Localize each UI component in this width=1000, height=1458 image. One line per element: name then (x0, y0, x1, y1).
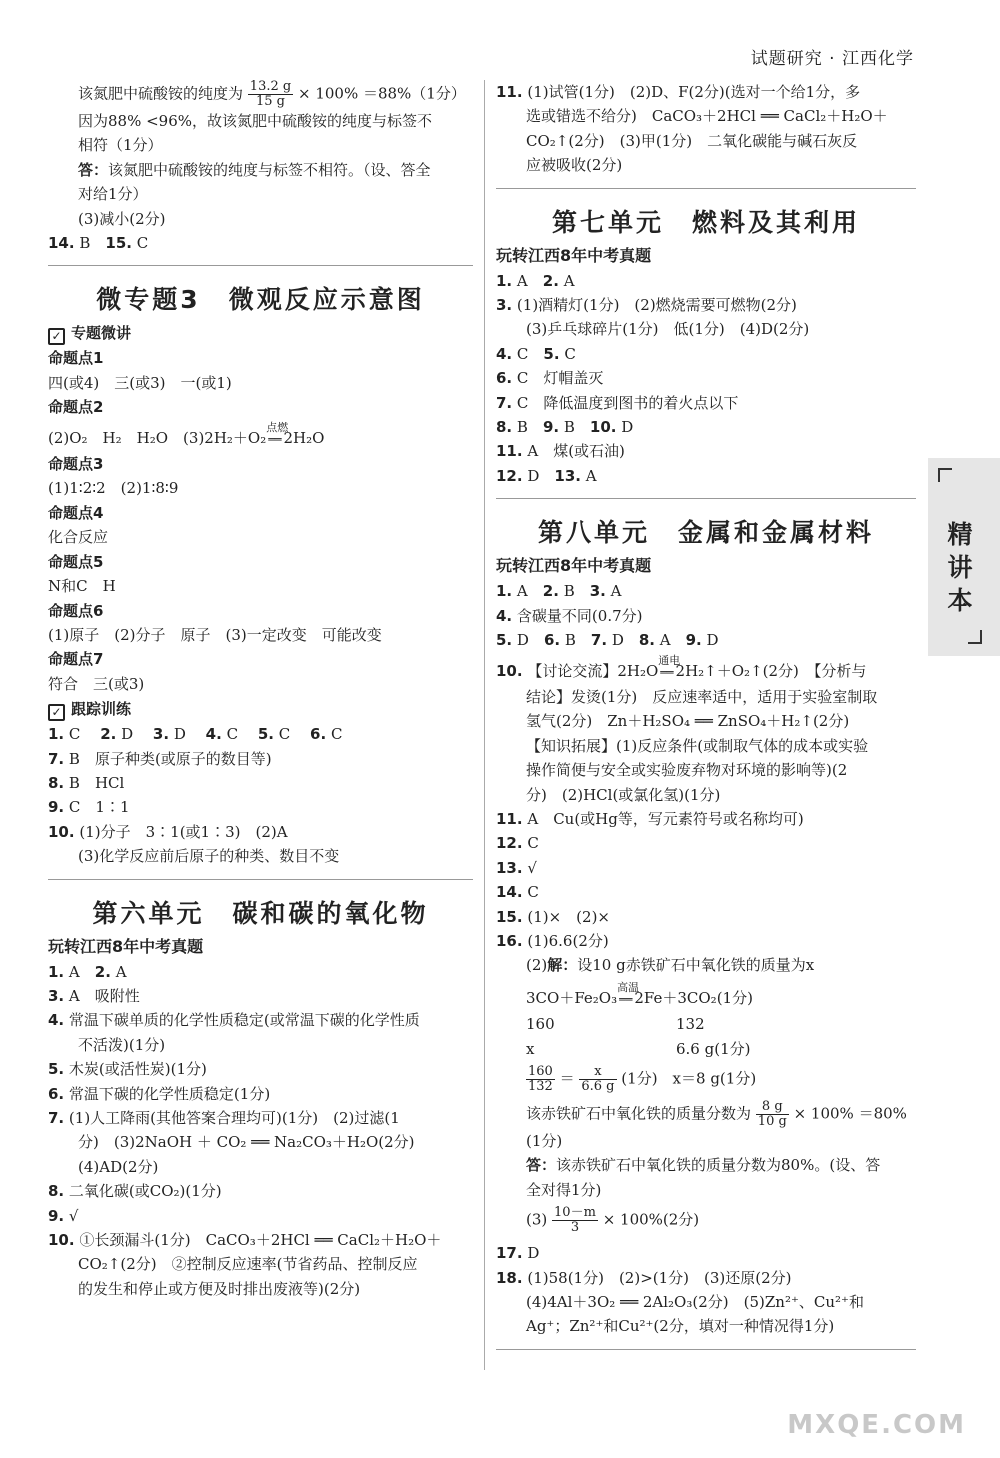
question-number: 5. (257, 725, 274, 744)
answer-line: 分) (3)2NaOH ＋ CO₂ ══ Na₂CO₃＋H₂O(2分) (78, 1133, 415, 1152)
answer: C (330, 725, 343, 744)
text-line: (3)减小(2分) (78, 209, 166, 228)
answer: D (527, 466, 555, 485)
answer: C (527, 883, 539, 902)
answer: B (563, 582, 590, 601)
answer-line (496, 905, 916, 929)
answer-line (496, 342, 916, 366)
section-divider (48, 879, 473, 880)
equation-line (496, 980, 916, 1012)
answer: C (564, 344, 576, 363)
question-number: 1. (496, 582, 513, 601)
bracket-icon (938, 468, 952, 482)
question-number: 7. (48, 1109, 65, 1127)
question-number: 12. (496, 466, 523, 485)
answer: C 灯帽盖灭 (516, 369, 604, 388)
text: 2H₂↑＋O₂↑(2分) 【分析与 (675, 661, 867, 680)
answer: C (516, 344, 544, 363)
answer-line (48, 1008, 473, 1032)
answer-line (496, 653, 916, 685)
answer-line: 【知识拓展】(1)反应条件(或制取气体的成本或实验 (526, 736, 869, 755)
text-line: (1分) (526, 1132, 563, 1150)
question-number: 6. (496, 369, 513, 388)
fraction-denominator: 10 g (757, 1114, 787, 1129)
answer: (1)58(1分) (2)>(1分) (3)还原(2分) (527, 1268, 792, 1287)
page-header: 试题研究 · 江西化学 (750, 49, 914, 69)
question-number: 8. (496, 418, 513, 437)
question-number: 16. (496, 931, 523, 950)
fraction-numerator: 13.2 g (249, 79, 292, 94)
question-number: 7. (48, 749, 65, 768)
question-number: 2. (94, 962, 111, 981)
answer-line (48, 795, 473, 819)
answer-line (496, 604, 916, 628)
answer: B (564, 631, 591, 650)
side-tab-char: 精 (947, 520, 973, 549)
question-number: 3. (496, 296, 513, 315)
ratio-line (496, 1037, 916, 1061)
question-number: 6. (48, 1084, 65, 1103)
answer-line (496, 880, 916, 904)
subsection-heading (48, 320, 473, 346)
answer: B HCl (68, 773, 125, 792)
question-number: 4. (205, 725, 222, 744)
answer-line: 结论】发烫(1分) 反应速率适中，适用于实验室制取 (526, 687, 878, 706)
text: 2Fe＋3CO₂(1分) (634, 988, 753, 1007)
side-tab-char: 讲 (947, 553, 973, 582)
point-answer: (1)原子 (2)分子 原子 (3)一定改变 可能改变 (48, 625, 382, 644)
answer: D (527, 1244, 540, 1263)
answer: A (516, 271, 543, 290)
subsection-heading (48, 696, 473, 722)
section-title: 第八单元 金属和金属材料 (537, 518, 874, 548)
point-answer: 符合 三(或3) (48, 674, 145, 693)
answer-line (48, 984, 473, 1008)
text: 该氮肥中硫酸铵的纯度与标签不相符。（设、答全 (108, 160, 431, 179)
answer-line (496, 464, 916, 488)
answer: A 煤(或石油) (527, 442, 625, 461)
text: x (526, 1039, 535, 1058)
answer-line (48, 771, 473, 795)
point-heading: 命题点4 (48, 503, 104, 522)
question-number: 14. (48, 234, 75, 253)
question-number: 7. (496, 393, 513, 412)
answer: A 吸附性 (68, 986, 140, 1005)
question-number: 10. (48, 822, 75, 841)
answer: B 原子种类(或原子的数目等) (68, 749, 272, 768)
fraction-denominator: 15 g (256, 94, 285, 109)
answer-line (496, 1153, 916, 1177)
question-number: 2. (542, 271, 559, 290)
question-number: 13. (496, 858, 523, 877)
answer-line: (3)乒乓球碎片(1分) 低(1分) (4)D(2分) (526, 320, 810, 339)
proportion-line: $\frac{160}{132}$ ＝ $\frac{x}{6.6 g}$ (1分) x＝8 g(1分) (528, 1064, 757, 1094)
question-number: 3. (48, 986, 65, 1005)
answer-label: 答： (78, 160, 109, 179)
fraction-numerator: 10－m (554, 1205, 596, 1221)
text: 2H₂O (283, 428, 325, 447)
answer-line (48, 1228, 473, 1252)
reaction-condition: 点燃 ══ (266, 428, 283, 452)
answer: A (68, 962, 95, 981)
answer: (1)6.6(2分) (527, 931, 609, 950)
section-divider (496, 498, 916, 499)
answer: (1)× (2)× (527, 907, 610, 926)
section-divider (496, 188, 916, 189)
answer: C (68, 725, 96, 744)
answer-line: CO₂↑(2分) (3)甲(1分) 二氧化碳能与碱石灰反 (526, 131, 858, 150)
answer-line: 选或错选不给分) CaCO₃＋2HCl ══ CaCl₂＋H₂O＋ (526, 107, 888, 126)
point-answer: 化合反应 (48, 528, 109, 547)
answer-line (496, 415, 916, 439)
text: 该赤铁矿石中氧化铁的质量分数为80%。(设、答 (556, 1156, 881, 1175)
question-number: 5. (496, 631, 513, 650)
answer-line (48, 1106, 473, 1130)
answer-line (496, 1241, 916, 1265)
answer-label: 答： (526, 1156, 557, 1175)
side-tab-label (940, 518, 980, 617)
text: × 100% ＝80% (793, 1104, 907, 1123)
text-line: 相符（1分） (78, 136, 163, 155)
answer: D (706, 631, 719, 650)
question-number: 10. (496, 661, 523, 680)
text-line: 对给1分） (78, 185, 148, 204)
question-number: 11. (496, 809, 523, 828)
fraction-denominator: 6.6 g (581, 1079, 615, 1094)
answer: B (79, 234, 91, 253)
subsection-heading: 玩转江西8年中考真题 (496, 556, 652, 576)
point-answer: 四(或4) 三(或3) 一(或1) (48, 373, 232, 392)
answer: 木炭(或活性炭)(1分) (68, 1060, 207, 1079)
column-divider (484, 80, 485, 1370)
point-heading: 命题点7 (48, 650, 104, 669)
answer: A (610, 582, 622, 601)
answer-line: 不活泼)(1分) (78, 1035, 166, 1054)
answer: (1)酒精灯(1分) (2)燃烧需要可燃物(2分) (516, 296, 797, 315)
answer-line: CO₂↑(2分) ②控制反应速率(节省药品、控制反应 (78, 1255, 418, 1274)
question-number: 12. (496, 834, 523, 853)
answer-line (496, 391, 916, 415)
question-number: 7. (590, 631, 608, 650)
answer: (1)人工降雨(其他答案合理均可)(1分) (2)过滤(1 (68, 1109, 400, 1127)
checkbox-icon: ✓ (48, 704, 65, 721)
answer-line (48, 158, 473, 182)
question-number: 4. (496, 606, 513, 625)
question-number: 10. (48, 1231, 75, 1250)
point-heading: 命题点2 (48, 398, 104, 417)
reaction-condition: 通电 ══ (658, 661, 675, 685)
question-number: 8. (48, 773, 65, 792)
question-number: 15. (105, 234, 132, 253)
answer: C (278, 725, 306, 744)
answer-line: (4)AD(2分) (78, 1157, 159, 1176)
fraction-denominator: 3 (570, 1220, 580, 1236)
answer: A (115, 962, 127, 981)
answer-line: 操作简便与安全或实验废弃物对环境的影响等)(2 (526, 761, 848, 780)
question-number: 11. (496, 442, 523, 461)
answer-line (496, 628, 916, 652)
answer: √ (527, 858, 537, 877)
answer-line (48, 231, 473, 255)
fraction (526, 1065, 555, 1094)
checkbox-icon: ✓ (48, 328, 65, 345)
answer: (1)分子 3∶1(或1∶3) (2)A (79, 822, 288, 841)
answer-line (496, 366, 916, 390)
question-number: 9. (48, 1206, 65, 1225)
point-heading: 命题点3 (48, 455, 104, 474)
answer: 常温下碳单质的化学性质稳定(或常温下碳的化学性质 (68, 1011, 420, 1030)
left-column (48, 80, 473, 1301)
fraction (756, 1100, 789, 1129)
point-heading: 命题点1 (48, 349, 104, 368)
answer-line (496, 831, 916, 855)
text: 该氮肥中硫酸铵的纯度为 (78, 84, 244, 103)
answer: D (121, 725, 149, 744)
answer-line: (4)4Al＋3O₂ ══ 2Al₂O₃(2分) (5)Zn²⁺、Cu²⁺和 (526, 1293, 864, 1312)
percentage-line (496, 1100, 916, 1129)
answer-line (496, 856, 916, 880)
answer: C 1∶1 (68, 798, 130, 817)
fraction-numerator: 160 (528, 1064, 553, 1079)
fraction-numerator: x (579, 1065, 616, 1080)
answer-line (496, 80, 916, 104)
fraction (579, 1065, 616, 1094)
subsection-heading: 玩转江西8年中考真题 (496, 245, 652, 265)
side-tab-char: 本 (947, 586, 973, 615)
answer: D (611, 631, 639, 650)
text: (2) (526, 956, 548, 975)
fraction (552, 1206, 598, 1235)
answer-line (48, 1179, 473, 1203)
question-number: 15. (496, 907, 523, 926)
answer-line (48, 722, 473, 746)
section-title: 第七单元 燃料及其利用 (551, 207, 860, 237)
question-number: 9. (542, 418, 560, 437)
question-number: 1. (48, 962, 65, 981)
answer: A Cu(或Hg等，写元素符号或名称均可) (527, 809, 804, 828)
text: 3CO＋Fe₂O₃ (526, 988, 618, 1007)
answer: D (173, 725, 201, 744)
ratio-line (496, 1012, 916, 1036)
text: (1分) x＝8 g(1分) (621, 1069, 757, 1088)
formula-line (496, 1206, 916, 1235)
answer-line (48, 1082, 473, 1106)
section-title: 微专题3 微观反应示意图 (96, 285, 425, 315)
answer: √ (68, 1206, 79, 1225)
answer-line (48, 1204, 473, 1228)
answer-line: 的发生和停止或方便及时排出废液等)(2分) (78, 1279, 361, 1298)
question-number: 1. (48, 725, 65, 744)
point-answer (48, 420, 473, 452)
question-number: 5. (543, 344, 560, 363)
answer-line (496, 807, 916, 831)
text-line: 全对得1分) (526, 1180, 602, 1199)
question-number: 10. (589, 418, 617, 437)
question-number: 4. (496, 344, 513, 363)
point-heading: 命题点6 (48, 601, 104, 620)
answer: C (527, 834, 539, 853)
point-heading: 命题点5 (48, 552, 104, 571)
answer: 二氧化碳(或CO₂)(1分) (68, 1182, 222, 1201)
answer: ①长颈漏斗(1分) CaCO₃＋2HCl ══ CaCl₂＋H₂O＋ (79, 1231, 442, 1250)
answer-line (496, 439, 916, 463)
answer: (1)试管(1分) (2)D、F(2分)(选对一个给1分，多 (527, 83, 861, 101)
fraction-numerator: 8 g (756, 1100, 789, 1115)
answer-line (496, 579, 916, 603)
condition-label: 点燃 (266, 420, 289, 434)
question-number: 6. (543, 631, 561, 650)
answer-line (496, 293, 916, 317)
answer: C (226, 725, 254, 744)
point-answer: N和C H (48, 577, 116, 596)
answer: 含碳量不同(0.7分) (516, 606, 643, 625)
text: 设10 g赤铁矿石中氧化铁的质量为x (577, 956, 815, 975)
solution-line (496, 953, 916, 977)
answer-line: 氢气(2分) Zn＋H₂SO₄ ══ ZnSO₄＋H₂↑(2分) (526, 712, 850, 731)
question-number: 3. (589, 582, 606, 601)
answer: D (516, 631, 544, 650)
answer-line (48, 820, 473, 844)
side-tab (928, 458, 1000, 656)
answer: C (136, 234, 149, 253)
answer-line (48, 747, 473, 771)
question-number: 1. (496, 271, 513, 290)
question-number: 9. (48, 798, 65, 817)
fraction (248, 80, 293, 109)
answer-line (496, 929, 916, 953)
answer: A (516, 582, 543, 601)
text: 专题微讲 (71, 324, 132, 343)
question-number: 5. (48, 1060, 65, 1079)
question-number: 11. (496, 83, 523, 101)
question-number: 8. (638, 631, 655, 650)
answer: B (516, 418, 543, 437)
answer-line (496, 269, 916, 293)
question-number: 14. (496, 883, 523, 902)
condition-label: 通电 (658, 653, 681, 667)
subsection-heading: 玩转江西8年中考真题 (48, 936, 204, 956)
section-divider (48, 265, 473, 266)
fraction-denominator: 132 (528, 1079, 553, 1094)
text: 【讨论交流】2H₂O (527, 661, 659, 680)
text-line: 因为88% <96%，故该氮肥中硫酸铵的纯度与标签不 (78, 112, 433, 130)
answer-line: 分) (2)HCl(或氯化氢)(1分) (526, 785, 721, 804)
text: × 100%(2分) (602, 1210, 700, 1229)
point-answer: (1)1∶2∶2 (2)1∶8∶9 (48, 479, 179, 498)
question-number: 17. (496, 1244, 523, 1263)
answer-line: Ag⁺；Zn²⁺和Cu²⁺(2分，填对一种情况得1分) (526, 1317, 835, 1336)
text: 160 (526, 1015, 555, 1034)
answer: A (585, 466, 597, 485)
text: 6.6 g(1分) (676, 1039, 751, 1058)
answer: A (659, 631, 686, 650)
answer-line: 应被吸收(2分) (526, 156, 623, 175)
answer: C 降低温度到图书的着火点以下 (516, 393, 739, 412)
question-number: 6. (310, 725, 327, 744)
text: 跟踪训练 (71, 700, 132, 719)
watermark: MXQE.COM (787, 1410, 966, 1440)
answer: B (563, 418, 590, 437)
text: × 100% ＝88%（1分） (297, 84, 466, 103)
question-number: 4. (48, 1011, 65, 1030)
answer: 常温下碳的化学性质稳定(1分) (68, 1084, 271, 1103)
question-number: 8. (48, 1182, 65, 1201)
text: (2)O₂ H₂ H₂O (3)2H₂＋O₂ (48, 428, 267, 447)
answer-line (496, 1266, 916, 1290)
question-number: 18. (496, 1268, 523, 1287)
question-number: 2. (542, 582, 559, 601)
bracket-icon (968, 630, 982, 644)
text: 132 (676, 1015, 705, 1034)
answer-line: (3)化学反应前后原子的种类、数目不变 (78, 847, 340, 866)
question-number: 9. (685, 631, 702, 650)
text: (3) (526, 1210, 548, 1229)
reaction-condition: 高温 ══ (617, 988, 634, 1012)
right-column (496, 80, 916, 1364)
answer-line (48, 960, 473, 984)
text: 该赤铁矿石中氧化铁的质量分数为 (526, 1104, 752, 1123)
condition-label: 高温 (617, 980, 640, 994)
section-divider (496, 1349, 916, 1350)
answer-line (48, 1057, 473, 1081)
solution-label: 解： (547, 956, 578, 975)
answer: D (621, 418, 634, 437)
question-number: 3. (152, 725, 170, 744)
question-number: 13. (554, 466, 581, 485)
section-title: 第六单元 碳和碳的氧化物 (92, 898, 429, 928)
answer: A (563, 271, 575, 290)
question-number: 2. (100, 725, 117, 744)
purity-calc-line (48, 80, 473, 109)
